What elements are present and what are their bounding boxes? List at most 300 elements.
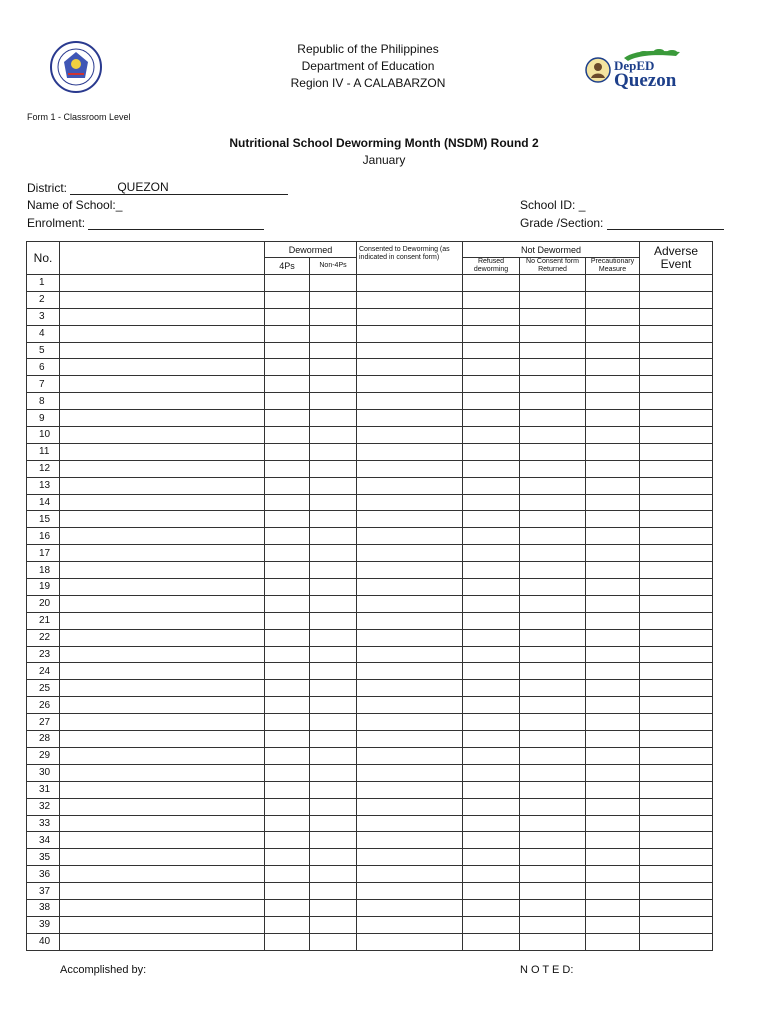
table-cell[interactable] [463,562,520,579]
table-cell[interactable] [310,443,357,460]
table-cell[interactable] [463,815,520,832]
table-cell[interactable] [586,275,640,292]
table-cell[interactable] [640,562,713,579]
table-cell[interactable] [640,477,713,494]
table-cell[interactable] [586,798,640,815]
table-cell[interactable] [265,595,310,612]
table-cell[interactable] [586,443,640,460]
table-cell[interactable] [310,477,357,494]
table-cell[interactable] [60,562,265,579]
table-cell[interactable] [640,291,713,308]
table-cell[interactable] [265,883,310,900]
table-cell[interactable] [463,933,520,950]
table-cell[interactable] [586,460,640,477]
table-cell[interactable] [60,376,265,393]
table-cell[interactable] [310,731,357,748]
table-cell[interactable] [310,933,357,950]
table-cell[interactable] [357,359,463,376]
table-cell[interactable] [60,511,265,528]
table-cell[interactable] [265,663,310,680]
table-cell[interactable] [357,612,463,629]
table-cell[interactable] [463,528,520,545]
school-name-field[interactable] [27,198,122,212]
table-cell[interactable] [60,629,265,646]
table-cell[interactable] [520,815,586,832]
table-cell[interactable] [586,477,640,494]
table-cell[interactable] [463,342,520,359]
table-cell[interactable] [265,291,310,308]
table-cell[interactable] [586,291,640,308]
table-cell[interactable] [520,342,586,359]
table-cell[interactable] [357,579,463,596]
table-cell[interactable] [357,376,463,393]
table-cell[interactable] [520,443,586,460]
table-cell[interactable] [310,899,357,916]
table-cell[interactable] [60,342,265,359]
table-cell[interactable] [265,680,310,697]
table-cell[interactable] [463,460,520,477]
table-cell[interactable] [586,849,640,866]
table-cell[interactable] [640,883,713,900]
table-cell[interactable] [463,832,520,849]
table-cell[interactable] [463,393,520,410]
table-cell[interactable] [60,595,265,612]
table-cell[interactable] [357,410,463,427]
table-cell[interactable] [520,528,586,545]
table-cell[interactable] [520,781,586,798]
table-cell[interactable] [463,325,520,342]
table-cell[interactable] [310,376,357,393]
table-cell[interactable] [60,291,265,308]
table-cell[interactable] [463,731,520,748]
table-cell[interactable] [60,663,265,680]
table-cell[interactable] [520,545,586,562]
table-cell[interactable] [265,494,310,511]
table-cell[interactable] [310,866,357,883]
table-cell[interactable] [640,579,713,596]
table-cell[interactable] [640,427,713,444]
table-cell[interactable] [520,883,586,900]
table-cell[interactable] [463,899,520,916]
table-cell[interactable] [640,275,713,292]
table-cell[interactable] [265,849,310,866]
table-cell[interactable] [265,443,310,460]
table-cell[interactable] [310,393,357,410]
table-cell[interactable] [640,595,713,612]
table-cell[interactable] [586,933,640,950]
table-cell[interactable] [60,798,265,815]
table-cell[interactable] [463,747,520,764]
table-cell[interactable] [586,764,640,781]
table-cell[interactable] [357,308,463,325]
table-cell[interactable] [265,731,310,748]
table-cell[interactable] [310,764,357,781]
table-cell[interactable] [640,359,713,376]
table-cell[interactable] [463,612,520,629]
table-cell[interactable] [60,899,265,916]
table-cell[interactable] [640,764,713,781]
table-cell[interactable] [520,595,586,612]
table-cell[interactable] [463,443,520,460]
table-cell[interactable] [520,393,586,410]
table-cell[interactable] [357,595,463,612]
table-cell[interactable] [310,697,357,714]
table-cell[interactable] [310,798,357,815]
table-cell[interactable] [310,595,357,612]
table-cell[interactable] [310,325,357,342]
table-cell[interactable] [640,731,713,748]
table-cell[interactable] [310,342,357,359]
table-cell[interactable] [357,562,463,579]
table-cell[interactable] [357,916,463,933]
table-cell[interactable] [265,427,310,444]
table-cell[interactable] [463,511,520,528]
table-cell[interactable] [520,832,586,849]
table-cell[interactable] [265,325,310,342]
table-cell[interactable] [520,376,586,393]
table-cell[interactable] [586,393,640,410]
table-cell[interactable] [463,308,520,325]
table-cell[interactable] [520,562,586,579]
table-cell[interactable] [357,883,463,900]
table-cell[interactable] [463,663,520,680]
table-cell[interactable] [463,629,520,646]
table-cell[interactable] [586,545,640,562]
table-cell[interactable] [357,393,463,410]
table-cell[interactable] [463,410,520,427]
table-cell[interactable] [60,325,265,342]
table-cell[interactable] [586,308,640,325]
district-field[interactable] [27,181,288,195]
table-cell[interactable] [640,443,713,460]
table-cell[interactable] [520,933,586,950]
table-cell[interactable] [586,697,640,714]
table-cell[interactable] [520,731,586,748]
table-cell[interactable] [640,511,713,528]
table-cell[interactable] [357,325,463,342]
table-cell[interactable] [60,680,265,697]
table-cell[interactable] [310,883,357,900]
table-cell[interactable] [586,325,640,342]
table-cell[interactable] [640,866,713,883]
table-cell[interactable] [60,443,265,460]
table-cell[interactable] [310,646,357,663]
table-cell[interactable] [357,629,463,646]
table-cell[interactable] [640,916,713,933]
table-cell[interactable] [265,477,310,494]
table-cell[interactable] [265,410,310,427]
table-cell[interactable] [640,646,713,663]
table-cell[interactable] [265,393,310,410]
table-cell[interactable] [586,646,640,663]
table-cell[interactable] [60,764,265,781]
table-cell[interactable] [520,275,586,292]
table-cell[interactable] [520,714,586,731]
table-cell[interactable] [357,798,463,815]
table-cell[interactable] [357,511,463,528]
table-cell[interactable] [265,815,310,832]
table-cell[interactable] [520,308,586,325]
table-cell[interactable] [357,747,463,764]
table-cell[interactable] [520,680,586,697]
table-cell[interactable] [463,866,520,883]
table-cell[interactable] [60,528,265,545]
table-cell[interactable] [357,477,463,494]
table-cell[interactable] [640,308,713,325]
table-cell[interactable] [463,494,520,511]
grade-section-field[interactable] [520,216,724,230]
table-cell[interactable] [640,325,713,342]
table-cell[interactable] [265,899,310,916]
table-cell[interactable] [586,899,640,916]
table-cell[interactable] [640,798,713,815]
school-id-field[interactable] [520,198,585,212]
table-cell[interactable] [463,427,520,444]
table-cell[interactable] [265,342,310,359]
table-cell[interactable] [310,275,357,292]
table-cell[interactable] [463,714,520,731]
table-cell[interactable] [60,731,265,748]
table-cell[interactable] [520,866,586,883]
table-cell[interactable] [586,680,640,697]
table-cell[interactable] [520,410,586,427]
table-cell[interactable] [60,477,265,494]
table-cell[interactable] [357,494,463,511]
table-cell[interactable] [640,832,713,849]
table-cell[interactable] [310,781,357,798]
table-cell[interactable] [310,680,357,697]
table-cell[interactable] [265,714,310,731]
table-cell[interactable] [640,680,713,697]
table-cell[interactable] [586,511,640,528]
table-cell[interactable] [586,579,640,596]
table-cell[interactable] [586,815,640,832]
table-cell[interactable] [265,933,310,950]
table-cell[interactable] [640,933,713,950]
table-cell[interactable] [586,410,640,427]
table-cell[interactable] [60,308,265,325]
table-cell[interactable] [640,376,713,393]
table-cell[interactable] [520,849,586,866]
table-cell[interactable] [357,291,463,308]
table-cell[interactable] [357,899,463,916]
table-cell[interactable] [357,866,463,883]
table-cell[interactable] [357,275,463,292]
table-cell[interactable] [265,562,310,579]
table-cell[interactable] [310,916,357,933]
table-cell[interactable] [357,427,463,444]
table-cell[interactable] [265,308,310,325]
table-cell[interactable] [310,308,357,325]
table-cell[interactable] [265,832,310,849]
table-cell[interactable] [60,866,265,883]
table-cell[interactable] [310,815,357,832]
table-cell[interactable] [586,376,640,393]
table-cell[interactable] [60,393,265,410]
table-cell[interactable] [640,612,713,629]
table-cell[interactable] [310,511,357,528]
table-cell[interactable] [60,916,265,933]
table-cell[interactable] [310,562,357,579]
table-cell[interactable] [463,883,520,900]
table-cell[interactable] [265,646,310,663]
table-cell[interactable] [463,916,520,933]
table-cell[interactable] [520,612,586,629]
table-cell[interactable] [586,595,640,612]
table-cell[interactable] [357,680,463,697]
table-cell[interactable] [640,528,713,545]
table-cell[interactable] [357,443,463,460]
table-cell[interactable] [586,494,640,511]
table-cell[interactable] [265,612,310,629]
table-cell[interactable] [265,866,310,883]
table-cell[interactable] [265,697,310,714]
table-cell[interactable] [586,916,640,933]
table-cell[interactable] [310,832,357,849]
table-cell[interactable] [310,291,357,308]
table-cell[interactable] [310,663,357,680]
table-cell[interactable] [357,764,463,781]
table-cell[interactable] [357,849,463,866]
table-cell[interactable] [265,275,310,292]
table-cell[interactable] [586,342,640,359]
table-cell[interactable] [586,781,640,798]
table-cell[interactable] [586,359,640,376]
table-cell[interactable] [357,832,463,849]
table-cell[interactable] [357,663,463,680]
table-cell[interactable] [60,714,265,731]
table-cell[interactable] [60,545,265,562]
table-cell[interactable] [60,815,265,832]
table-cell[interactable] [310,460,357,477]
table-cell[interactable] [463,680,520,697]
table-cell[interactable] [640,663,713,680]
table-cell[interactable] [586,562,640,579]
table-cell[interactable] [357,646,463,663]
table-cell[interactable] [640,697,713,714]
table-cell[interactable] [640,460,713,477]
table-cell[interactable] [265,629,310,646]
table-cell[interactable] [60,646,265,663]
table-cell[interactable] [640,629,713,646]
table-cell[interactable] [463,275,520,292]
table-cell[interactable] [310,528,357,545]
table-cell[interactable] [520,325,586,342]
table-cell[interactable] [310,579,357,596]
table-cell[interactable] [60,781,265,798]
table-cell[interactable] [640,342,713,359]
table-cell[interactable] [357,714,463,731]
table-cell[interactable] [586,832,640,849]
table-cell[interactable] [463,477,520,494]
table-cell[interactable] [520,798,586,815]
table-cell[interactable] [520,359,586,376]
table-cell[interactable] [463,579,520,596]
table-cell[interactable] [520,646,586,663]
table-cell[interactable] [310,629,357,646]
table-cell[interactable] [265,460,310,477]
table-cell[interactable] [586,528,640,545]
table-cell[interactable] [60,494,265,511]
table-cell[interactable] [310,714,357,731]
table-cell[interactable] [520,427,586,444]
table-cell[interactable] [265,545,310,562]
table-cell[interactable] [586,747,640,764]
table-cell[interactable] [60,697,265,714]
table-cell[interactable] [357,528,463,545]
table-cell[interactable] [265,764,310,781]
table-cell[interactable] [463,764,520,781]
table-cell[interactable] [520,494,586,511]
table-cell[interactable] [586,612,640,629]
table-cell[interactable] [357,697,463,714]
table-cell[interactable] [520,291,586,308]
table-cell[interactable] [357,460,463,477]
table-cell[interactable] [265,747,310,764]
table-cell[interactable] [265,579,310,596]
table-cell[interactable] [60,832,265,849]
table-cell[interactable] [640,714,713,731]
table-cell[interactable] [60,359,265,376]
table-cell[interactable] [265,376,310,393]
table-cell[interactable] [60,460,265,477]
table-cell[interactable] [640,899,713,916]
table-cell[interactable] [640,849,713,866]
table-cell[interactable] [520,747,586,764]
table-cell[interactable] [265,528,310,545]
table-cell[interactable] [60,579,265,596]
table-cell[interactable] [463,545,520,562]
table-cell[interactable] [310,494,357,511]
table-cell[interactable] [60,427,265,444]
table-cell[interactable] [520,477,586,494]
table-cell[interactable] [357,342,463,359]
table-cell[interactable] [60,883,265,900]
table-cell[interactable] [357,815,463,832]
table-cell[interactable] [640,393,713,410]
table-cell[interactable] [520,629,586,646]
table-cell[interactable] [586,663,640,680]
table-cell[interactable] [520,916,586,933]
table-cell[interactable] [60,410,265,427]
table-cell[interactable] [265,781,310,798]
table-cell[interactable] [357,781,463,798]
table-cell[interactable] [520,663,586,680]
table-cell[interactable] [520,764,586,781]
table-cell[interactable] [463,646,520,663]
table-cell[interactable] [520,460,586,477]
table-cell[interactable] [640,747,713,764]
table-cell[interactable] [60,933,265,950]
table-cell[interactable] [60,612,265,629]
table-cell[interactable] [586,866,640,883]
table-cell[interactable] [586,714,640,731]
table-cell[interactable] [310,747,357,764]
table-cell[interactable] [463,359,520,376]
table-cell[interactable] [60,275,265,292]
table-cell[interactable] [586,427,640,444]
table-cell[interactable] [463,697,520,714]
enrolment-field[interactable] [27,216,264,230]
table-cell[interactable] [265,798,310,815]
table-cell[interactable] [520,579,586,596]
table-cell[interactable] [310,410,357,427]
table-cell[interactable] [463,849,520,866]
table-cell[interactable] [463,798,520,815]
table-cell[interactable] [310,545,357,562]
table-cell[interactable] [265,916,310,933]
table-cell[interactable] [463,781,520,798]
